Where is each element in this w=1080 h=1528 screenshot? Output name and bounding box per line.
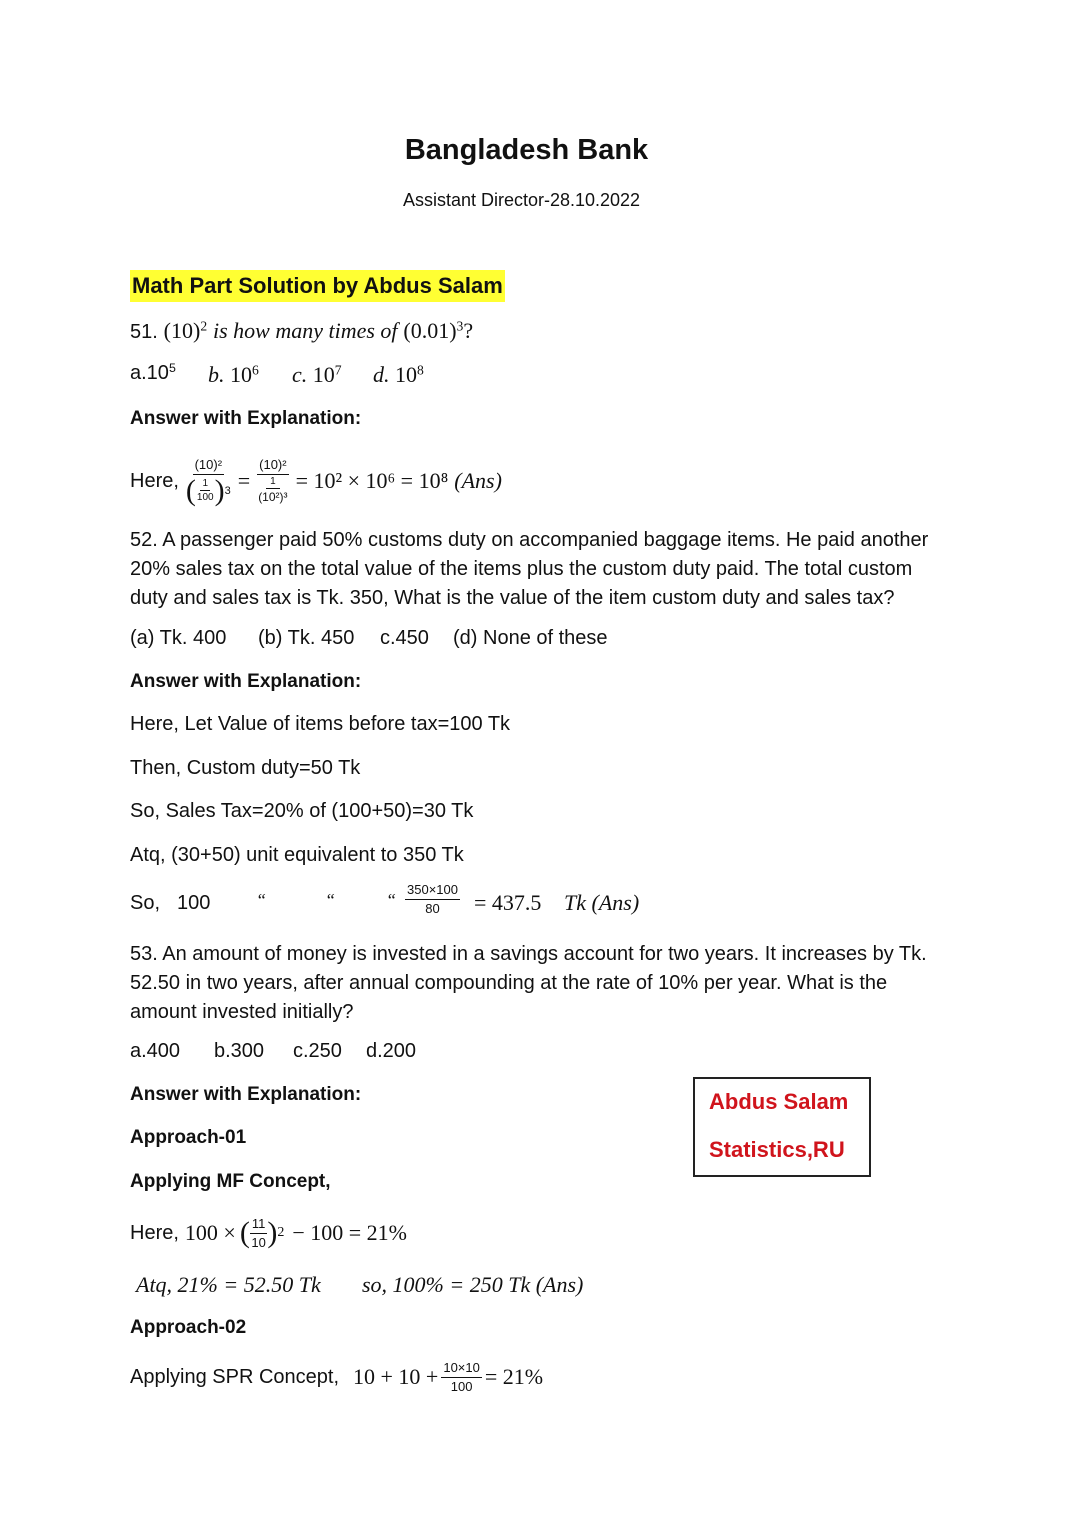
- q53-line: 53. An amount of money is invested in a savings account for two years. It increases by Tk.: [130, 943, 927, 965]
- q53-line: 52.50 in two years, after annual compounding at the rate of 10% per year. What is the: [130, 972, 888, 994]
- q51-here: Here,: [130, 469, 179, 492]
- q53-line: amount invested initially?: [130, 1001, 354, 1023]
- q52-step: Atq, (30+50) unit equivalent to 350 Tk: [130, 844, 464, 866]
- q52-final-unit: Tk (Ans): [564, 890, 640, 915]
- q51-fraction-1: (10)² ( $\frac{1}{100}$ ) 3: [185, 456, 231, 507]
- q52-final-prefix: So,: [130, 892, 161, 914]
- q53-mf-here: Here,: [130, 1221, 179, 1244]
- q53-answer-heading: Answer with Explanation:: [130, 1084, 362, 1105]
- q53-mf-pre: 100 ×: [184, 1220, 236, 1245]
- mf-concept-heading: Applying MF Concept,: [130, 1171, 331, 1192]
- q51-answer-heading: Answer with Explanation:: [130, 408, 362, 429]
- section-title-text: Math Part Solution by Abdus Salam: [132, 273, 503, 298]
- q51-ans: (Ans): [454, 468, 502, 493]
- q53-mf-formula: Here, 100 × ( $\frac{11}{10}$ ) 2 − 100 = 21%: [130, 1215, 407, 1250]
- q53-atq-result: so, 100% = 250 Tk (Ans): [362, 1272, 584, 1297]
- q51-fraction-2: (10)² 1 (10²)³: [258, 457, 288, 504]
- q53-option-d: d.200: [366, 1040, 417, 1062]
- q51-option-d: d. $10^8$: [373, 362, 424, 387]
- ditto-mark: “: [386, 890, 397, 910]
- q51-text: is how many times of: [212, 318, 398, 343]
- q53-option-a: a.400: [130, 1040, 181, 1062]
- q52-fraction: $\frac{350\times 100}{80}$: [407, 882, 458, 916]
- ditto-mark: “: [325, 890, 336, 910]
- q52-step: So, Sales Tax=20% of (100+50)=30 Tk: [130, 800, 474, 822]
- spr-concept-label: Applying SPR Concept,: [130, 1365, 340, 1388]
- q52-options: [130, 627, 650, 653]
- q51-exp2: 3: [456, 318, 464, 334]
- q52-final: [130, 878, 690, 928]
- q52-option-d: (d) None of these: [453, 627, 608, 649]
- q53-spr-pre: 10 + 10 +: [353, 1364, 439, 1389]
- q53-options: [130, 1040, 450, 1066]
- approach-01-heading: Approach-01: [130, 1127, 247, 1148]
- q51-option-b: b. $10^6$: [208, 362, 259, 387]
- q53-spr-post: = 21%: [484, 1364, 544, 1389]
- q53-question: [130, 940, 927, 1027]
- page-title: Bangladesh Bank: [404, 134, 649, 166]
- q51-qmark: ?: [463, 318, 474, 343]
- q53-mf-fraction: $\frac{11}{10}$: [251, 1215, 266, 1250]
- q51-option-a: $a.10^5$: [130, 361, 176, 384]
- q53-atq-line: Atq, 21% = 52.50 Tk: [136, 1272, 321, 1297]
- q52-final-result: = 437.5: [474, 890, 542, 915]
- q51-base1: (10): [163, 318, 201, 343]
- q52-step: Then, Custom duty=50 Tk: [130, 757, 361, 779]
- watermark-affiliation: Statistics,RU: [709, 1137, 845, 1162]
- q51-result: = 10² × 10⁶ = 10⁸: [295, 468, 449, 493]
- q51-explanation: [130, 446, 502, 516]
- q52-step: Here, Let Value of items before tax=100 Tk: [130, 713, 511, 735]
- section-title: [130, 270, 505, 302]
- q52-final-value: 100: [177, 892, 211, 914]
- page-subtitle: Assistant Director-28.10.2022: [402, 190, 641, 210]
- q51-number: 51.: [130, 321, 158, 343]
- q52-question: [130, 526, 928, 613]
- q53-spr-formula: [130, 1352, 543, 1402]
- q53-spr-fraction: $\frac{10\times 10}{100}$: [443, 1359, 480, 1394]
- q52-option-b: (b) Tk. 450: [258, 627, 355, 649]
- q52-line: 20% sales tax on the total value of the items plus the custom duty paid. The total custom: [130, 558, 913, 580]
- q52-option-c: c.450: [380, 627, 429, 649]
- q52-line: 52. A passenger paid 50% customs duty on accompanied baggage items. He paid another: [130, 529, 929, 551]
- approach-02-heading: Approach-02: [130, 1317, 247, 1338]
- q52-option-a: (a) Tk. 400: [130, 627, 227, 649]
- q51-exp1: 2: [200, 318, 208, 334]
- q52-line: duty and sales tax is Tk. 350, What is the value of the item custom duty and sales tax?: [130, 587, 895, 609]
- q53-mf-post: − 100 = 21%: [292, 1220, 407, 1245]
- q52-answer-heading: Answer with Explanation:: [130, 671, 362, 692]
- q53-option-c: c.250: [293, 1040, 342, 1062]
- q53-option-b: b.300: [214, 1040, 265, 1062]
- watermark-name: Abdus Salam: [709, 1089, 849, 1114]
- author-watermark-box: [693, 1077, 871, 1177]
- ditto-mark: “: [256, 890, 267, 910]
- q51-question: [130, 318, 473, 344]
- q51-option-c: c. $10^7$: [292, 362, 342, 387]
- q51-equals: =: [237, 468, 251, 493]
- q51-base2: (0.01): [403, 318, 457, 343]
